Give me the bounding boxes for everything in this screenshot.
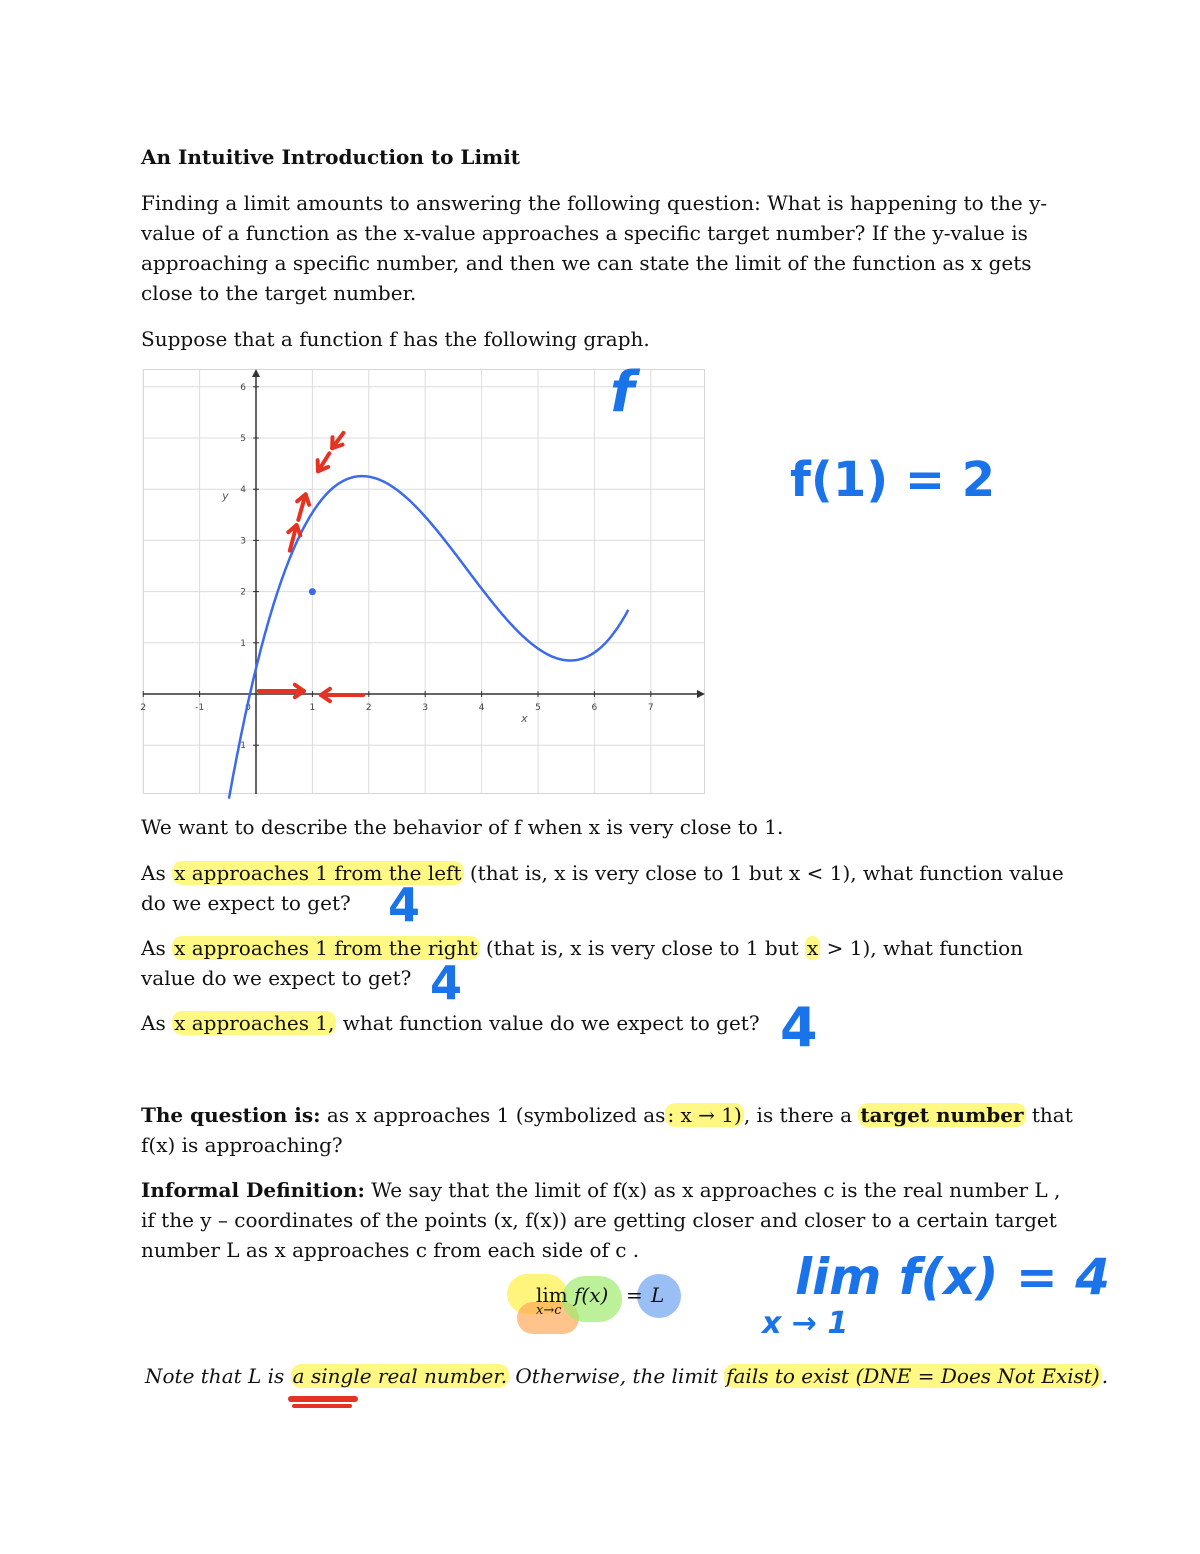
definition-line-2: if the y – coordinates of the points (x, f(x)) are getting closer and closer to a certain target <box>141 1208 1057 1232</box>
formula-lim: lim <box>536 1283 568 1307</box>
formula-L: L <box>651 1283 665 1307</box>
y-tick-label: 1 <box>240 638 246 649</box>
x-tick-label: 6 <box>591 703 598 713</box>
x-tick-label: -1 <box>195 703 205 713</box>
x-tick-label: 7 <box>647 703 654 713</box>
red-underline-2 <box>292 1404 352 1408</box>
graph-axes <box>143 369 705 794</box>
note-line: Note that L is a single real number. Otherwise, the limit fails to exist (DNE = Does Not Exist) . <box>145 1364 1109 1388</box>
x-tick-label: 3 <box>422 703 429 713</box>
x-tick-label: 5 <box>535 703 541 713</box>
y-axis-label: y <box>222 489 229 503</box>
question-both-line: As x approaches 1, what function value do we expect to get? <box>141 1011 760 1035</box>
formula-sub: x→c <box>536 1303 562 1318</box>
handwritten-answer-both: 4 <box>780 996 818 1059</box>
question-statement-line-2: f(x) is approaching? <box>141 1133 343 1157</box>
handwritten-limit-sub: x → 1 <box>762 1306 849 1341</box>
definition-line-3: number L as x approaches c from each side of c . <box>141 1238 640 1262</box>
x-tick-label: 2 <box>140 703 147 713</box>
x-tick-label: 0 <box>245 703 251 713</box>
intro-line-3: approaching a specific number, and then we can state the limit of the function as x gets <box>141 251 1032 275</box>
handwritten-answer-left: 4 <box>388 878 421 932</box>
graph-frame <box>144 370 705 794</box>
formula-eq: = <box>626 1283 643 1307</box>
question-left-line-2: do we expect to get? <box>141 891 351 915</box>
x-tick-label: 2 <box>365 703 372 713</box>
question-statement-line-1: The question is: as x approaches 1 (symbolized as : x → 1) , is there a target number that <box>141 1103 1073 1127</box>
question-left-line-1: As x approaches 1 from the left (that is, x is very close to 1 but x < 1), what function value <box>141 861 1064 885</box>
function-point <box>309 588 316 595</box>
formula-fx: f(x) <box>574 1283 609 1307</box>
function-curve <box>229 476 628 799</box>
y-tick-label: -1 <box>237 741 246 752</box>
red-underline <box>288 1396 358 1402</box>
suppose-text: Suppose that a function f has the following graph. <box>141 327 650 351</box>
page-title: An Intuitive Introduction to Limit <box>141 145 521 169</box>
definition-line-1: Informal Definition: We say that the limit of f(x) as x approaches c is the real number L , <box>141 1178 1061 1202</box>
handwritten-limit: lim f(x) = 4 <box>795 1248 1110 1306</box>
y-axis-arrow <box>252 369 260 377</box>
x-tick-label: 1 <box>309 703 316 713</box>
x-tick-label: 4 <box>478 703 485 713</box>
y-tick-label: 4 <box>240 485 246 496</box>
intro-line-4: close to the target number. <box>141 281 417 305</box>
y-tick-label: 6 <box>240 382 246 393</box>
y-tick-label: 3 <box>240 536 246 547</box>
behavior-text: We want to describe the behavior of f when x is very close to 1. <box>141 815 784 839</box>
approach-arrows <box>259 433 363 701</box>
question-right-line-1: As x approaches 1 from the right (that is, x is very close to 1 but x > 1), what function <box>141 936 1024 960</box>
question-right-line-2: value do we expect to get? <box>141 966 412 990</box>
intro-line-1: Finding a limit amounts to answering the following question: What is happening to the y- <box>141 191 1048 215</box>
y-tick-label: 2 <box>240 587 246 598</box>
y-tick-label: 5 <box>240 434 246 444</box>
handwritten-answer-right: 4 <box>430 956 463 1010</box>
function-graph <box>140 369 705 794</box>
graph-grid <box>143 369 705 794</box>
curve-label-f: f <box>610 360 635 425</box>
x-axis-arrow <box>697 690 705 698</box>
intro-line-2: value of a function as the x-value approaches a specific target number? If the y-value is <box>141 221 1028 245</box>
x-axis-label: x <box>521 712 528 725</box>
handwritten-f-of-1: f(1) = 2 <box>790 452 996 508</box>
